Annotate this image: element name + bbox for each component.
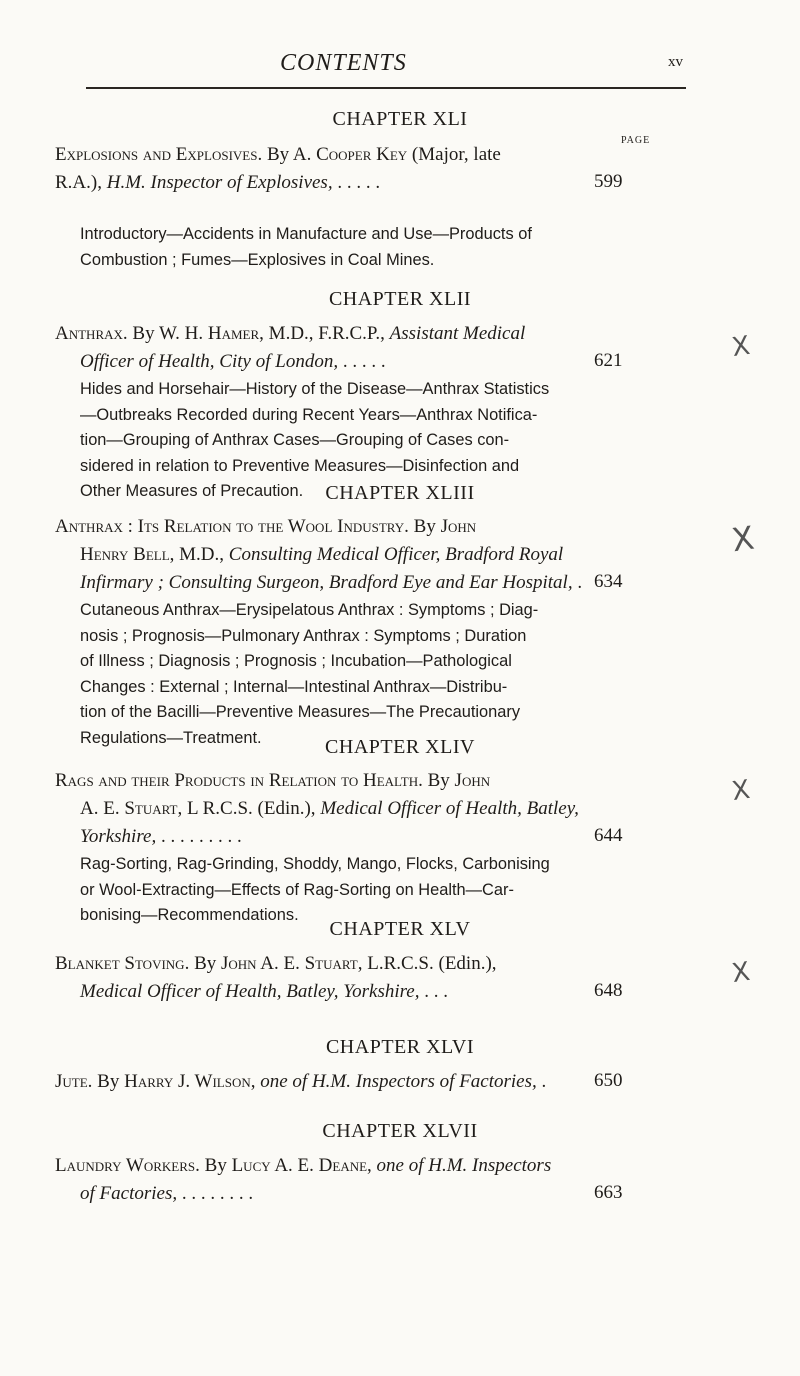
summary-line: or Wool-Extracting—Effects of Rag-Sorting on Health—Car- (80, 880, 514, 899)
chapter-heading: CHAPTER XLII (328, 288, 472, 310)
author-office: Consulting Medical Officer, Bradford Royal (228, 544, 564, 565)
chapter-page-number: 621 (594, 350, 623, 371)
chapter-summary (80, 598, 636, 751)
chapter-heading: CHAPTER XLVI (325, 1036, 475, 1058)
summary-line: Regulations—Treatment. (80, 728, 262, 747)
author-office: one of H.M. Inspectors (376, 1155, 552, 1176)
summary-line: Hides and Horsehair—History of the Disease—Anthrax Statistics (80, 380, 550, 398)
chapter-page-number: 648 (594, 980, 623, 1001)
title-text: R.A.), (55, 172, 107, 193)
title-text: , L R.C.S. (Edin.), (177, 798, 321, 819)
chapter-title (55, 1068, 600, 1096)
leader-dots: . . . . . (332, 172, 381, 193)
chapter-heading: CHAPTER XLIV (325, 736, 475, 758)
chapter-subject: Anthrax. (55, 323, 128, 344)
summary-line: Changes : External ; Internal—Intestinal Anthrax—Distribu- (80, 677, 508, 696)
chapter-heading: CHAPTER XLIII (325, 482, 475, 504)
chapter-title-cont (80, 1180, 625, 1208)
chapter-title (55, 141, 600, 169)
author-name: John (454, 770, 491, 791)
chapter-title-cont (55, 169, 600, 197)
summary-line: nosis ; Prognosis—Pulmonary Anthrax : Symptoms ; Duration (80, 626, 527, 645)
leader-dots: . . . . . (338, 351, 386, 372)
author-office: Officer of Health, City of London, (80, 351, 339, 372)
author-office: Medical Officer of Health, Batley, Yorkshire, (80, 981, 420, 1002)
title-text: By A. (262, 144, 317, 165)
summary-line: bonising—Recommendations. (80, 906, 299, 924)
author-name: Lucy A. E. Deane (231, 1155, 368, 1176)
leader-dots: . (536, 1071, 547, 1092)
author-office: of Factories, (80, 1183, 178, 1204)
chapter-page-number: 650 (594, 1070, 623, 1091)
summary-line: Cutaneous Anthrax—Erysipelatous Anthrax : Symptoms ; Diag- (80, 601, 539, 619)
margin-check-mark: X (729, 774, 752, 808)
summary-line: Introductory—Accidents in Manufacture and Use—Products of (80, 225, 532, 243)
page-column-label: PAGE (621, 135, 651, 146)
chapter-title (55, 767, 600, 795)
header-rule (86, 87, 686, 89)
chapter-title (55, 1152, 600, 1180)
title-text: By W. H. (127, 323, 208, 344)
margin-check-mark: X (729, 956, 752, 990)
author-name: John A. E. Stuart (221, 953, 358, 974)
chapter-page-number: 663 (594, 1182, 623, 1203)
leader-dots: . . . (419, 981, 448, 1002)
title-text: By (408, 516, 441, 537)
title-text: , (250, 1071, 261, 1092)
summary-line: tion—Grouping of Anthrax Cases—Grouping of Cases con- (80, 431, 510, 449)
title-text: , L.R.C.S. (Edin.), (357, 953, 497, 974)
summary-line: sidered in relation to Preventive Measures—Disinfection and (80, 456, 520, 475)
title-text: , M.D., F.R.C.P., (259, 323, 390, 344)
author-office: Infirmary ; Consulting Surgeon, Bradford Eye and Ear Hospital, (80, 572, 573, 593)
summary-line: of Illness ; Diagnosis ; Prognosis ; Incubation—Pathological (80, 652, 512, 670)
author-office: one of H.M. Inspectors of Factories, (260, 1071, 537, 1092)
chapter-title-cont (80, 569, 625, 597)
margin-check-mark: X (729, 518, 757, 560)
chapter-title-cont (80, 795, 625, 823)
author-name: A. E. Stuart (80, 798, 178, 819)
leader-dots: . . . . . . . . . (156, 826, 242, 847)
title-text: , M.D., (169, 544, 229, 565)
chapter-title-cont (80, 541, 625, 569)
summary-line: tion of the Bacilli—Preventive Measures—The Precautionary (80, 703, 521, 721)
summary-line: Other Measures of Precaution. (80, 482, 304, 500)
author-office: Assistant Medical (389, 323, 526, 344)
chapter-title (55, 513, 600, 541)
running-title: CONTENTS (280, 50, 407, 76)
chapter-page-number: 634 (594, 571, 623, 592)
author-name: John (440, 516, 477, 537)
title-text: By (189, 953, 222, 974)
chapter-title (55, 950, 600, 978)
chapter-subject: Jute. (55, 1071, 93, 1092)
chapter-title (55, 320, 600, 348)
chapter-heading: CHAPTER XLV (329, 918, 471, 940)
chapter-subject: Anthrax : Its Relation to the Wool Industry. (55, 516, 409, 537)
chapter-subject: Explosions and Explosives. (55, 144, 263, 165)
title-text: By (199, 1155, 232, 1176)
author-office: Yorkshire, (80, 826, 157, 847)
author-office: H.M. Inspector of Explosives, (106, 172, 333, 193)
title-text: (Major, late (407, 144, 501, 165)
title-text: By (422, 770, 455, 791)
chapter-page-number: 644 (594, 825, 623, 846)
author-name: Cooper Key (316, 144, 408, 165)
author-name: Henry Bell (80, 544, 170, 565)
author-name: Hamer (207, 323, 260, 344)
margin-check-mark: X (729, 330, 752, 364)
title-text: , (367, 1155, 377, 1176)
author-name: Harry J. Wilson (124, 1071, 251, 1092)
title-text: By (92, 1071, 125, 1092)
chapter-heading: CHAPTER XLVII (322, 1120, 478, 1142)
leader-dots: . (572, 572, 583, 593)
chapter-title-cont (80, 978, 625, 1006)
chapter-subject: Laundry Workers. (55, 1155, 200, 1176)
running-head (0, 50, 800, 80)
chapter-page-number: 599 (594, 171, 623, 192)
leader-dots: . . . . . . . . (177, 1183, 254, 1204)
summary-line: Combustion ; Fumes—Explosives in Coal Mines. (80, 250, 435, 269)
chapter-heading: CHAPTER XLI (332, 108, 468, 130)
author-office: Medical Officer of Health, Batley, (320, 798, 579, 819)
summary-line: Rag-Sorting, Rag-Grinding, Shoddy, Mango, Flocks, Carbonising (80, 855, 550, 873)
chapter-title-cont (80, 348, 625, 376)
chapter-title-cont (80, 823, 625, 851)
chapter-summary (80, 222, 636, 273)
page-folio: xv (668, 54, 683, 70)
chapter-subject: Blanket Stoving. (55, 953, 190, 974)
chapter-subject: Rags and their Products in Relation to Health. (55, 770, 423, 791)
summary-line: —Outbreaks Recorded during Recent Years—Anthrax Notifica- (80, 405, 538, 424)
